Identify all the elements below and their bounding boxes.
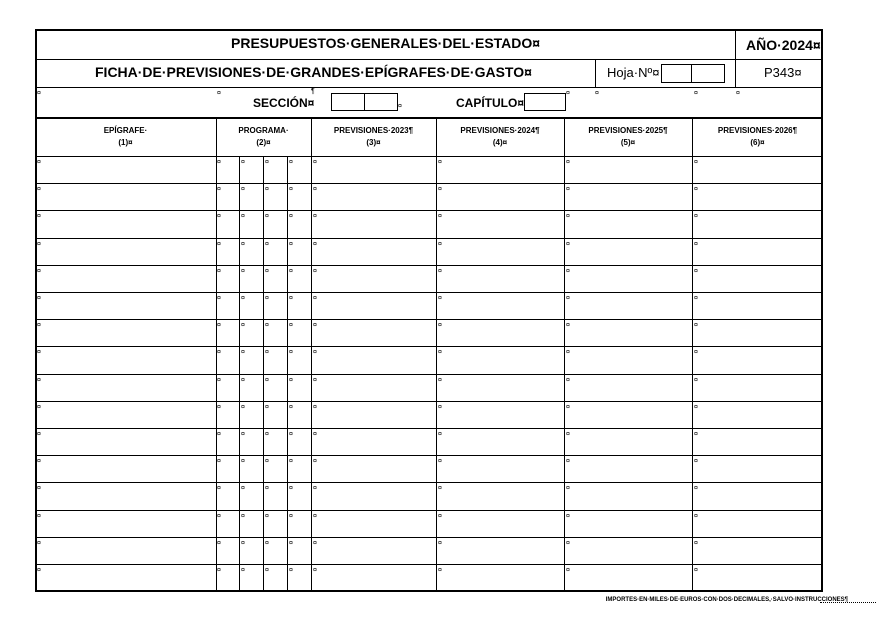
table-cell[interactable]: ¤ [241,322,245,329]
table-cell[interactable]: ¤ [265,241,269,248]
row-divider [35,510,823,511]
table-cell[interactable]: ¤ [241,159,245,166]
table-cell[interactable]: ¤ [438,268,442,275]
table-cell[interactable]: ¤ [313,295,317,302]
row-divider [35,183,823,184]
table-cell[interactable]: ¤ [289,322,293,329]
table-cell[interactable]: ¤ [313,458,317,465]
table-cell[interactable]: ¤ [313,431,317,438]
footer-dotted-line [820,602,876,603]
table-cell[interactable]: ¤ [37,377,41,384]
table-cell[interactable]: ¤ [313,513,317,520]
table-cell[interactable]: ¤ [566,458,570,465]
table-cell[interactable]: ¤ [289,377,293,384]
table-cell[interactable]: ¤ [438,485,442,492]
row-divider [35,319,823,320]
table-cell[interactable]: ¤ [694,241,698,248]
form-frame [35,29,823,592]
table-cell[interactable]: ¤ [217,159,221,166]
table-cell[interactable]: ¤ [241,458,245,465]
table-cell[interactable]: ¤ [566,377,570,384]
table-cell[interactable]: ¤ [694,159,698,166]
table-cell[interactable]: ¤ [289,349,293,356]
cell-marker: ¤ [694,90,698,97]
table-cell[interactable]: ¤ [438,567,442,574]
year-label: AÑO·2024¤ [746,37,821,53]
table-cell[interactable]: ¤ [217,485,221,492]
table-cell[interactable]: ¤ [313,404,317,411]
table-cell[interactable]: ¤ [566,431,570,438]
divider [564,117,565,592]
form-subtitle: FICHA·DE·PREVISIONES·DE·GRANDES·EPÍGRAFES·DE·GASTO¤ [95,64,532,80]
row-divider [35,210,823,211]
table-cell[interactable]: ¤ [265,213,269,220]
table-cell[interactable]: ¤ [265,349,269,356]
table-cell[interactable]: ¤ [37,186,41,193]
row-divider [35,564,823,565]
table-cell[interactable]: ¤ [265,458,269,465]
table-cell[interactable]: ¤ [313,213,317,220]
table-cell[interactable]: ¤ [217,431,221,438]
table-cell[interactable]: ¤ [289,431,293,438]
table-cell[interactable]: ¤ [438,458,442,465]
table-cell[interactable]: ¤ [241,268,245,275]
table-cell[interactable]: ¤ [265,485,269,492]
table-cell[interactable]: ¤ [217,295,221,302]
table-cell[interactable]: ¤ [289,485,293,492]
column-header-epigrafe: EPÍGRAFE· (1)¤ [103,126,148,147]
table-cell[interactable]: ¤ [241,404,245,411]
table-cell[interactable]: ¤ [566,213,570,220]
divider [35,59,823,60]
table-cell[interactable]: ¤ [289,186,293,193]
table-cell[interactable]: ¤ [241,186,245,193]
column-header-programa: PROGRAMA· (2)¤ [238,126,289,147]
table-cell[interactable]: ¤ [438,241,442,248]
table-cell[interactable]: ¤ [217,349,221,356]
table-cell[interactable]: ¤ [438,159,442,166]
table-cell[interactable]: ¤ [265,268,269,275]
table-cell[interactable]: ¤ [438,213,442,220]
table-cell[interactable]: ¤ [217,513,221,520]
table-cell[interactable]: ¤ [37,349,41,356]
table-cell[interactable]: ¤ [438,540,442,547]
table-cell[interactable]: ¤ [694,404,698,411]
table-cell[interactable]: ¤ [694,458,698,465]
column-header-previsiones-2025: PREVISIONES·2025¶ (5)¤ [588,126,668,147]
table-cell[interactable]: ¤ [438,404,442,411]
row-divider [35,265,823,266]
sheet-number-field-1[interactable] [661,64,693,83]
section-code-field-2[interactable] [364,93,398,111]
divider [35,156,823,157]
table-cell[interactable]: ¤ [566,567,570,574]
divider [735,29,736,87]
table-cell[interactable]: ¤ [438,295,442,302]
row-divider [35,428,823,429]
table-cell[interactable]: ¤ [694,513,698,520]
form-title: PRESUPUESTOS·GENERALES·DEL·ESTADO¤ [231,35,541,51]
table-cell[interactable]: ¤ [566,241,570,248]
table-cell[interactable]: ¤ [265,159,269,166]
table-cell[interactable]: ¤ [37,540,41,547]
cell-marker: ¤ [37,90,41,97]
table-cell[interactable]: ¤ [241,485,245,492]
cell-marker: ¤ [566,90,570,97]
table-cell[interactable]: ¤ [265,186,269,193]
table-cell[interactable]: ¤ [217,540,221,547]
table-cell[interactable]: ¤ [313,540,317,547]
table-cell[interactable]: ¤ [241,295,245,302]
table-cell[interactable]: ¤ [217,458,221,465]
row-divider [35,455,823,456]
column-header-previsiones-2023: PREVISIONES·2023¶ (3)¤ [333,126,414,147]
table-cell[interactable]: ¤ [694,322,698,329]
cell-marker: ¤ [595,90,599,97]
table-cell[interactable]: ¤ [37,159,41,166]
table-cell[interactable]: ¤ [694,377,698,384]
table-cell[interactable]: ¤ [265,540,269,547]
table-cell[interactable]: ¤ [694,540,698,547]
divider [595,59,596,87]
table-cell[interactable]: ¤ [217,268,221,275]
table-cell[interactable]: ¤ [265,404,269,411]
cell-marker: ¤ [736,90,740,97]
table-cell[interactable]: ¤ [289,241,293,248]
table-cell[interactable]: ¤ [289,295,293,302]
table-cell[interactable]: ¤ [241,213,245,220]
column-header-previsiones-2026: PREVISIONES·2026¶ (6)¤ [717,126,798,147]
row-divider [35,401,823,402]
table-cell[interactable]: ¤ [694,431,698,438]
table-cell[interactable]: ¤ [37,268,41,275]
table-cell[interactable]: ¤ [37,322,41,329]
table-cell[interactable]: ¤ [438,349,442,356]
divider [692,117,693,592]
section-label: SECCIÓN¤ [253,96,315,110]
table-cell[interactable]: ¤ [438,186,442,193]
pilcrow-mark: ¶ [311,88,315,95]
table-cell[interactable]: ¤ [566,322,570,329]
table-cell[interactable]: ¤ [694,268,698,275]
chapter-label: CAPÍTULO¤ [456,96,525,110]
table-cell[interactable]: ¤ [289,540,293,547]
table-cell[interactable]: ¤ [566,513,570,520]
row-divider [35,346,823,347]
sheet-number-label: Hoja·Nº¤ [607,65,660,80]
table-cell[interactable]: ¤ [37,213,41,220]
cell-marker: ¤ [398,103,402,110]
table-cell[interactable]: ¤ [313,268,317,275]
table-cell[interactable]: ¤ [313,567,317,574]
table-cell[interactable]: ¤ [694,186,698,193]
table-cell[interactable]: ¤ [566,540,570,547]
table-cell[interactable]: ¤ [566,159,570,166]
divider [311,117,312,592]
table-cell[interactable]: ¤ [566,186,570,193]
table-cell[interactable]: ¤ [566,268,570,275]
table-cell[interactable]: ¤ [217,377,221,384]
row-divider [35,292,823,293]
table-cell[interactable]: ¤ [37,404,41,411]
table-cell[interactable]: ¤ [694,485,698,492]
table-cell[interactable]: ¤ [313,186,317,193]
table-cell[interactable]: ¤ [289,268,293,275]
table-cell[interactable]: ¤ [694,213,698,220]
table-cell[interactable]: ¤ [566,349,570,356]
cell-marker: ¤ [217,90,221,97]
table-cell[interactable]: ¤ [37,295,41,302]
divider [436,117,437,592]
section-code-field-1[interactable] [331,93,366,111]
table-cell[interactable]: ¤ [37,485,41,492]
table-cell[interactable]: ¤ [289,159,293,166]
table-cell[interactable]: ¤ [313,485,317,492]
table-cell[interactable]: ¤ [566,295,570,302]
row-divider [35,482,823,483]
table-cell[interactable]: ¤ [289,567,293,574]
row-divider [35,374,823,375]
table-cell[interactable]: ¤ [694,295,698,302]
table-cell[interactable]: ¤ [241,241,245,248]
table-cell[interactable]: ¤ [37,431,41,438]
table-cell[interactable]: ¤ [217,186,221,193]
table-cell[interactable]: ¤ [241,513,245,520]
table-cell[interactable]: ¤ [217,404,221,411]
table-cell[interactable]: ¤ [438,322,442,329]
table-cell[interactable]: ¤ [265,322,269,329]
divider [35,87,823,88]
table-cell[interactable]: ¤ [313,377,317,384]
table-cell[interactable]: ¤ [313,241,317,248]
table-cell[interactable]: ¤ [37,513,41,520]
table-cell[interactable]: ¤ [217,213,221,220]
table-cell[interactable]: ¤ [566,485,570,492]
table-cell[interactable]: ¤ [37,241,41,248]
table-cell[interactable]: ¤ [241,431,245,438]
row-divider [35,238,823,239]
table-cell[interactable]: ¤ [566,404,570,411]
table-cell[interactable]: ¤ [217,241,221,248]
table-cell[interactable]: ¤ [438,431,442,438]
table-cell[interactable]: ¤ [241,377,245,384]
table-cell[interactable]: ¤ [265,513,269,520]
table-cell[interactable]: ¤ [265,295,269,302]
table-cell[interactable]: ¤ [265,567,269,574]
footer-note: IMPORTES·EN·MILES·DE·EUROS·CON·DOS·DECIMALES,·SALVO·INSTRUCCIONES¶ [605,597,848,603]
table-cell[interactable]: ¤ [217,322,221,329]
divider [35,117,823,119]
chapter-code-field[interactable] [524,93,566,111]
table-cell[interactable]: ¤ [241,567,245,574]
table-cell[interactable]: ¤ [241,540,245,547]
table-cell[interactable]: ¤ [37,567,41,574]
table-cell[interactable]: ¤ [438,513,442,520]
column-header-previsiones-2024: PREVISIONES·2024¶ (4)¤ [460,126,540,147]
table-cell[interactable]: ¤ [313,322,317,329]
table-cell[interactable]: ¤ [241,349,245,356]
table-cell[interactable]: ¤ [265,377,269,384]
table-cell[interactable]: ¤ [217,567,221,574]
form-code: P343¤ [764,65,802,80]
row-divider [35,537,823,538]
table-cell[interactable]: ¤ [289,458,293,465]
table-cell[interactable]: ¤ [37,458,41,465]
table-cell[interactable]: ¤ [694,567,698,574]
table-cell[interactable]: ¤ [694,349,698,356]
table-cell[interactable]: ¤ [289,513,293,520]
table-cell[interactable]: ¤ [265,431,269,438]
sheet-number-field-2[interactable] [691,64,725,83]
table-cell[interactable]: ¤ [313,159,317,166]
table-cell[interactable]: ¤ [289,213,293,220]
table-cell[interactable]: ¤ [438,377,442,384]
table-cell[interactable]: ¤ [289,404,293,411]
table-cell[interactable]: ¤ [313,349,317,356]
